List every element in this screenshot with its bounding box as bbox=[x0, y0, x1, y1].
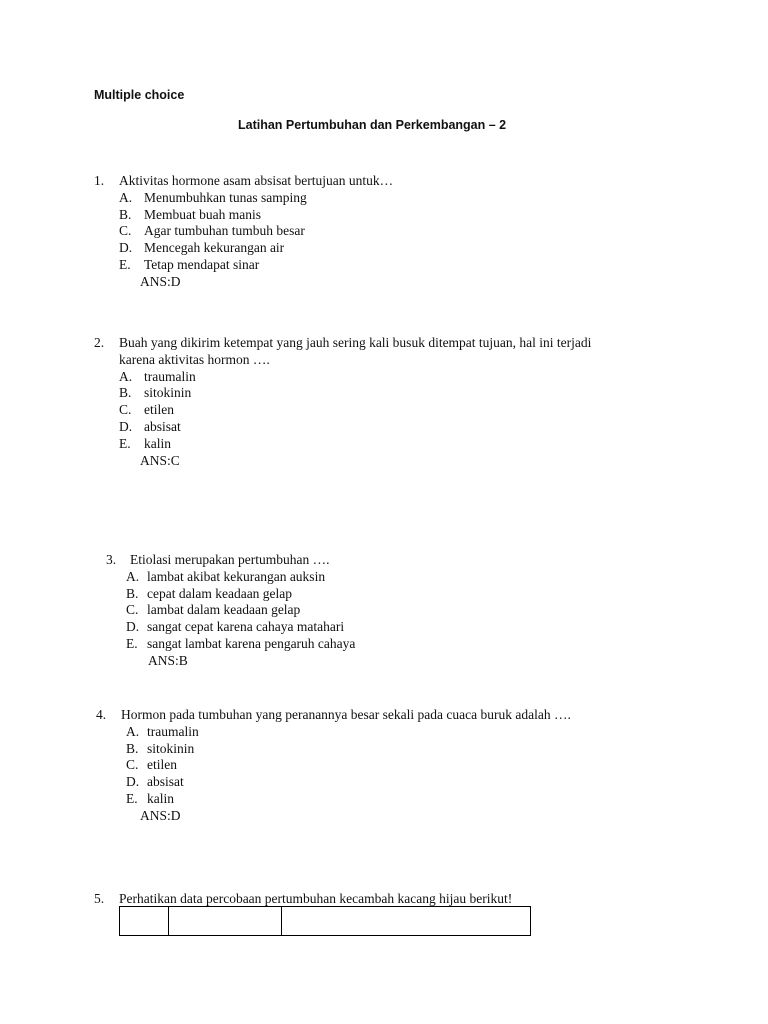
option-letter: E. bbox=[119, 256, 131, 272]
option-text: sitokinin bbox=[144, 385, 192, 401]
answer-option bbox=[126, 757, 571, 774]
option-letter: C. bbox=[126, 602, 139, 618]
option-text: kalin bbox=[147, 790, 174, 806]
question-number: 2. bbox=[94, 335, 105, 350]
question-text-line: Aktivitas hormone asam absisat bertujuan untuk… bbox=[119, 173, 394, 188]
option-letter: D. bbox=[119, 418, 133, 434]
answer-option bbox=[126, 602, 355, 619]
option-text: Menumbuhkan tunas samping bbox=[144, 189, 307, 205]
question-number: 1. bbox=[94, 173, 105, 188]
option-letter: C. bbox=[126, 757, 139, 773]
answer-option bbox=[119, 190, 393, 207]
question-4 bbox=[96, 707, 571, 825]
question-number: 4. bbox=[96, 707, 107, 722]
option-text: Tetap mendapat sinar bbox=[144, 256, 260, 272]
answer-option bbox=[119, 385, 591, 402]
option-letter: B. bbox=[119, 385, 132, 401]
answer-option bbox=[126, 741, 571, 758]
question-text-line: Perhatikan data percobaan pertumbuhan kecambah kacang hijau berikut! bbox=[119, 891, 513, 906]
question-3 bbox=[106, 552, 355, 670]
option-text: Membuat buah manis bbox=[144, 206, 261, 222]
option-text: Agar tumbuhan tumbuh besar bbox=[144, 223, 305, 239]
question-stem bbox=[94, 335, 591, 369]
question-1 bbox=[94, 173, 393, 291]
answer-option bbox=[126, 791, 571, 808]
question-text-line: Etiolasi merupakan pertumbuhan …. bbox=[130, 552, 330, 567]
answer-option bbox=[119, 402, 591, 419]
option-letter: E. bbox=[126, 790, 138, 806]
answer-option bbox=[119, 257, 393, 274]
answer-option bbox=[126, 619, 355, 636]
option-text: absisat bbox=[147, 774, 184, 790]
option-text: sangat cepat karena cahaya matahari bbox=[147, 619, 345, 635]
table-cell bbox=[169, 907, 282, 936]
table-cell bbox=[120, 907, 169, 936]
answer-option bbox=[126, 569, 355, 586]
question-text-line: karena aktivitas hormon …. bbox=[119, 351, 270, 367]
option-text: traumalin bbox=[144, 368, 196, 384]
option-text: traumalin bbox=[147, 723, 199, 739]
answer-option bbox=[126, 636, 355, 653]
answer-option bbox=[119, 369, 591, 386]
option-letter: E. bbox=[126, 635, 138, 651]
option-letter: D. bbox=[119, 240, 133, 256]
answer-option bbox=[119, 207, 393, 224]
answer-option bbox=[126, 774, 571, 791]
option-letter: A. bbox=[119, 368, 133, 384]
option-text: lambat akibat kekurangan auksin bbox=[147, 568, 326, 584]
option-letter: A. bbox=[119, 189, 133, 205]
option-letter: C. bbox=[119, 223, 132, 239]
option-text: kalin bbox=[144, 435, 171, 451]
option-letter: D. bbox=[126, 774, 140, 790]
answer-key: ANS:D bbox=[140, 807, 181, 823]
answer-option bbox=[126, 586, 355, 603]
question-number: 5. bbox=[94, 891, 105, 906]
section-label: Multiple choice bbox=[94, 88, 185, 102]
option-text: etilen bbox=[147, 757, 177, 773]
question-stem bbox=[94, 173, 393, 190]
question-text-line: Hormon pada tumbuhan yang peranannya besar sekali pada cuaca buruk adalah …. bbox=[121, 707, 571, 722]
answer-option bbox=[119, 223, 393, 240]
option-letter: B. bbox=[126, 585, 139, 601]
option-letter: A. bbox=[126, 568, 140, 584]
option-text: etilen bbox=[144, 402, 174, 418]
table-row bbox=[120, 907, 531, 936]
question-2 bbox=[94, 335, 591, 469]
option-letter: B. bbox=[126, 740, 139, 756]
option-letter: A. bbox=[126, 723, 140, 739]
question-stem bbox=[96, 707, 571, 724]
option-text: cepat dalam keadaan gelap bbox=[147, 585, 293, 601]
question-text-line: Buah yang dikirim ketempat yang jauh sering kali busuk ditempat tujuan, hal ini terjadi bbox=[119, 335, 592, 350]
answer-option bbox=[119, 240, 393, 257]
option-text: absisat bbox=[144, 418, 181, 434]
page-title: Latihan Pertumbuhan dan Perkembangan – 2 bbox=[238, 118, 507, 132]
answer-key: ANS:C bbox=[140, 452, 180, 468]
option-letter: B. bbox=[119, 206, 132, 222]
answer-option bbox=[126, 724, 571, 741]
option-letter: D. bbox=[126, 619, 140, 635]
table-cell bbox=[282, 907, 531, 936]
answer-key: ANS:D bbox=[140, 273, 181, 289]
answer-key: ANS:B bbox=[148, 652, 188, 668]
answer-option bbox=[119, 436, 591, 453]
option-text: lambat dalam keadaan gelap bbox=[147, 602, 301, 618]
option-text: sitokinin bbox=[147, 740, 195, 756]
option-text: Mencegah kekurangan air bbox=[144, 240, 285, 256]
question-number: 3. bbox=[106, 552, 117, 567]
experiment-data-table bbox=[119, 906, 531, 936]
answer-option bbox=[119, 419, 591, 436]
option-text: sangat lambat karena pengaruh cahaya bbox=[147, 635, 356, 651]
option-letter: E. bbox=[119, 435, 131, 451]
question-stem bbox=[106, 552, 355, 569]
option-letter: C. bbox=[119, 402, 132, 418]
